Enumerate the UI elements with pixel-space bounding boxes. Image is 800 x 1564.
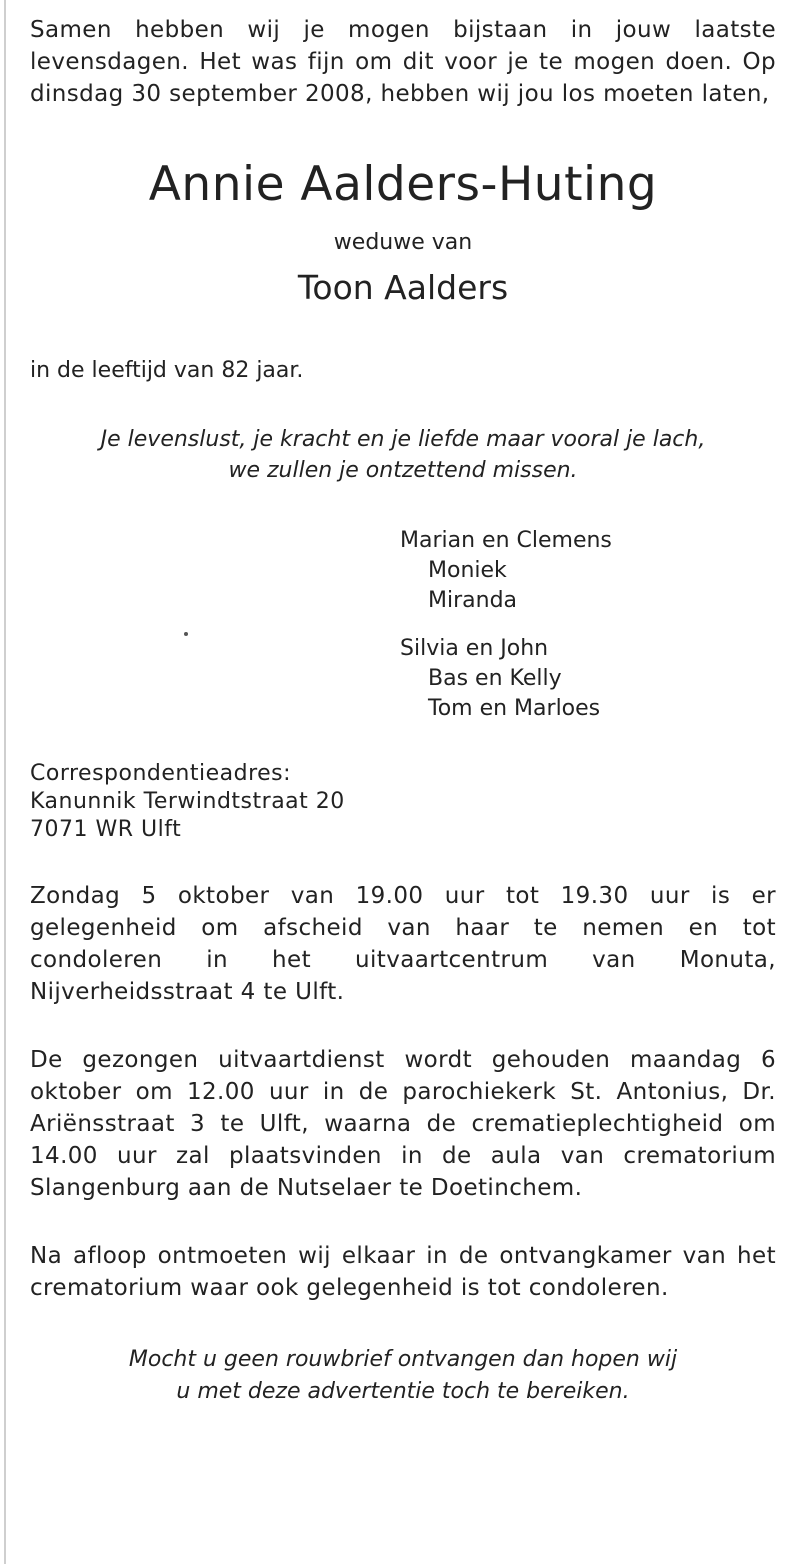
memorial-quote bbox=[30, 424, 776, 486]
age-line: in de leeftijd van 82 jaar. bbox=[30, 358, 304, 383]
intro-paragraph: Samen hebben wij je mogen bijstaan in jouw laatste levensdagen. Het was fijn om dit voor je te mogen doen. Op dinsdag 30 september 2008, hebben wij jou los moeten laten, bbox=[30, 17, 776, 107]
family-child: Miranda bbox=[428, 588, 518, 613]
closing-line: Mocht u geen rouwbrief ontvangen dan hopen wij bbox=[128, 1347, 678, 1372]
family-child: Moniek bbox=[428, 558, 507, 583]
scan-speck bbox=[184, 632, 188, 636]
family-group bbox=[400, 526, 776, 616]
visitation-paragraph: Zondag 5 oktober van 19.00 uur tot 19.30 uur is er gelegenheid om afscheid van haar te nemen en tot condoleren in het uitvaartcentrum van Monuta, Nijverheidsstraat 4 te Ulft. bbox=[30, 883, 776, 1005]
family-head: Silvia en John bbox=[400, 636, 549, 661]
afterwards-paragraph: Na afloop ontmoeten wij elkaar in de ontvangkamer van het crematorium waar ook gelegenheid is tot condoleren. bbox=[30, 1243, 776, 1301]
spouse-name: Toon Aalders bbox=[297, 268, 509, 307]
family-group bbox=[400, 634, 776, 724]
family-list bbox=[400, 526, 776, 724]
address-label: Correspondentieadres: bbox=[30, 761, 292, 786]
service-paragraph: De gezongen uitvaartdienst wordt gehouden maandag 6 oktober om 12.00 uur in de parochiekerk St. Antonius, Dr. Ariënsstraat 3 te Ulft, waarna de crematieplechtigheid om 14.00 uur zal plaatsvinden in de aula van crematorium Slangenburg aan de Nutselaer te Doetinchem. bbox=[30, 1047, 776, 1201]
family-head: Marian en Clemens bbox=[400, 528, 612, 553]
correspondence-address bbox=[30, 760, 776, 844]
widow-of-label: weduwe van bbox=[333, 230, 473, 255]
family-child: Bas en Kelly bbox=[428, 666, 562, 691]
quote-line: Je levenslust, je kracht en je liefde maar vooral je lach, bbox=[100, 427, 706, 452]
deceased-name: Annie Aalders-Huting bbox=[148, 157, 658, 212]
closing-line: u met deze advertentie toch te bereiken. bbox=[176, 1379, 630, 1404]
address-street: Kanunnik Terwindtstraat 20 bbox=[30, 789, 345, 814]
quote-line: we zullen je ontzettend missen. bbox=[228, 458, 578, 483]
address-city: 7071 WR Ulft bbox=[30, 817, 182, 842]
family-child: Tom en Marloes bbox=[428, 696, 601, 721]
closing-note bbox=[30, 1344, 776, 1408]
